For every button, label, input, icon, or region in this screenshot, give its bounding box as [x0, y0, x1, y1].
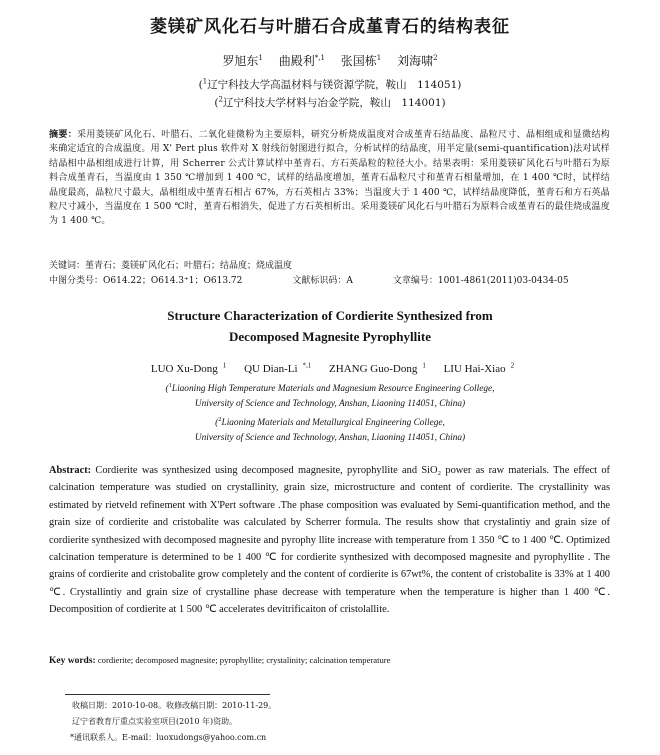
author-4: 刘海啸$^2$: [397, 54, 438, 68]
en-author-3: ZHANG Guo-Dong $^1$: [329, 361, 426, 375]
clc-number: 中图分类号：O614.22；O614.3⁺1；O613.72: [49, 276, 243, 286]
footnote-received: 收稿日期：2010-10-08。收修改稿日期：2010-11-29。: [72, 701, 277, 710]
chinese-abstract: 摘要：采用菱镁矿风化石、叶腊石、二氧化硅微粉为主要原料，研究分析烧成温度对合成堇青石结晶度、晶粒尺寸、晶相组成和显微结构来确定适宜的合成温度。用 X' Pert plus 软件对 X 射线衍射图进行拟合，分析试样的结晶度，用半定量(semi-quantification)法对试样结晶相中晶相组成进行计算，用 Scherrer 公式计算试样中堇青石、方石英晶粒的粒径大小。结果表明：采用菱镁矿风化石与叶腊石为原料合成堇青石，当温度由 1 350 ℃增加到 1 400 ℃，试样的结晶度增加，堇青石晶粒尺寸和堇青石相量增加，在 1 400 ℃时，试样结晶度最高，晶粒尺寸最大，晶相组成中堇青石相占 67%，方石英相占 33%；当温度大于 1 400 ℃，试样结晶度降低，堇青石和方石英晶粒尺寸减小，当温度在 1 500 ℃时，堇青石相消失，促进了方石英相析出。采用菱镁矿风化石与叶腊石为原料合成堇青石的最佳烧成温度为 1 400 ℃。: [49, 130, 610, 227]
english-authors: [0, 361, 660, 375]
chinese-authors: [0, 52, 660, 69]
en-author-2: QU Dian-Li $^{*,1}$: [244, 361, 312, 375]
footnote-divider: [65, 694, 270, 695]
chinese-affiliation-1: ($^1$辽宁科技大学高温材料与镁资源学院，鞍山 114051): [198, 77, 462, 91]
article-number: 文章编号：1001-4861(2011)03-0434-05: [392, 276, 569, 286]
footnote-funding: 辽宁省教育厅重点实验室项目(2010 年)资助。: [72, 717, 238, 726]
document-code: 文献标识码：A: [292, 276, 353, 286]
author-3: 张国栋$^1$: [340, 54, 382, 68]
english-affiliation-1: ($^1$Liaoning High Temperature Materials and Magnesium Resource Engineering College, University of Science and Technology, Anshan, Liaoning 114051, China): [165, 382, 495, 410]
en-author-4: LIU Hai-Xiao $^2$: [443, 361, 515, 375]
chinese-keywords: 关键词：堇青石；菱镁矿风化石；叶腊石；结晶度；烧成温度: [49, 261, 293, 271]
english-title: Structure Characterization of Cordierite Synthesized from Decomposed Magnesite Pyrophyllite: [167, 308, 493, 344]
footnote-contact: *通讯联系人。E-mail：luoxudongs@yahoo.com.cn: [70, 733, 267, 742]
en-author-1: LUO Xu-Dong $^1$: [150, 361, 227, 375]
english-abstract: Abstract: Cordierite was synthesized using decomposed magnesite, pyrophyllite and SiO₂ power as raw materials. The effect of calcination temperature was studied on crystallinity, grain size, microstructure and content of cordierite. The crystallinity was estimated by rietveld refinement with X'Pert software .The phase composition was evaluated by Semi-quantification method, and the grain size of cordierite and cristobalite was calculated by Scherrer formula. The results show that crystalintiy and grain size of cordierite synthesized with decomposed magnesite and pyrophy llite increase with temperature from 1 350 ℃ to 1 400 ℃. Optimized calcination temperature is determined to be 1 400 ℃ for cordierite synthesized with decomposed magnesite and pyrophyllite . The grains of cordierite and cristobalite grow completely and the content of cordierite is 67wt%, the content of cristobalite is 33% at 1 400 ℃. Crystallintiy and grain size of crystalline phase decrease with temperature when the temperature is higher than 1 400 ℃. Decomposition of cordierite at 1 500 ℃ accelerates devitrificaiton of cristolallite.: [49, 465, 610, 616]
author-1: 罗旭东$^1$: [222, 54, 263, 68]
english-affiliation-2: ($^2$Liaoning Materials and Metallurgical Engineering College, University of Science and Technology, Anshan, Liaoning 114051, China): [194, 416, 466, 444]
author-2: 曲殿利$^{*,1}$: [278, 54, 325, 68]
chinese-affiliation-2: ($^2$辽宁科技大学材料与冶金学院，鞍山 114001): [214, 95, 446, 109]
english-keywords: Key words: cordierite; decomposed magnesite; pyrophyllite; crystalinity; calcination temperature: [49, 655, 391, 666]
classification-line: [49, 273, 569, 286]
chinese-title: 菱镁矿风化石与叶腊石合成堇青石的结构表征: [150, 17, 510, 37]
